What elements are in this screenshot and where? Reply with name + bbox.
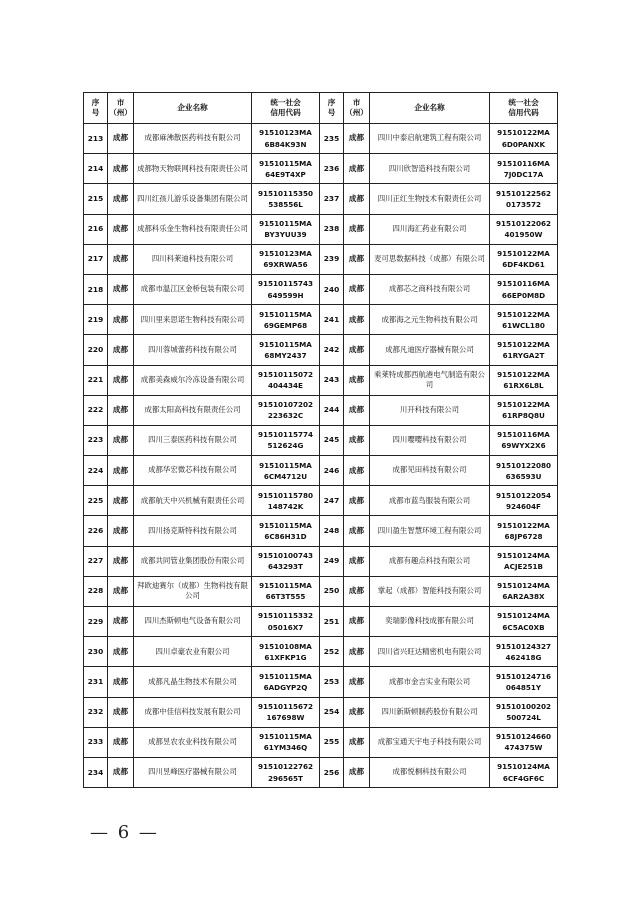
row-number: 218 bbox=[84, 274, 108, 304]
credit-code bbox=[252, 757, 320, 787]
row-city: 成都 bbox=[344, 425, 370, 455]
credit-code-line: 167698W bbox=[266, 713, 305, 723]
credit-code bbox=[490, 697, 558, 727]
row-number: 220 bbox=[84, 335, 108, 365]
table-row bbox=[84, 576, 558, 606]
credit-code-line: 91510124660 bbox=[495, 732, 551, 742]
credit-code-line: 91510123MA bbox=[259, 128, 312, 138]
table-body bbox=[84, 124, 558, 788]
header-seq: 序 号 bbox=[320, 93, 344, 124]
company-name: 四川正红生物技术有限责任公司 bbox=[370, 184, 490, 214]
row-city: 成都 bbox=[344, 667, 370, 697]
credit-code-line: 91510115MA bbox=[259, 158, 312, 168]
company-name: 四川卓豪农业有限公司 bbox=[134, 637, 252, 667]
credit-code-line: 91510100202 bbox=[495, 702, 551, 711]
credit-code bbox=[490, 244, 558, 274]
credit-code-line: 91510122MA bbox=[497, 369, 550, 379]
row-city: 成都 bbox=[344, 516, 370, 546]
credit-code bbox=[252, 274, 320, 304]
row-city: 成都 bbox=[108, 607, 134, 637]
row-city: 成都 bbox=[108, 184, 134, 214]
credit-code-line: 91510122MA bbox=[497, 520, 550, 530]
credit-code-line: 148742K bbox=[267, 501, 304, 511]
header-row bbox=[84, 93, 558, 124]
row-number: 256 bbox=[320, 757, 344, 787]
credit-code bbox=[252, 124, 320, 154]
company-name: 四川杰斯顿电气设备有限公司 bbox=[134, 607, 252, 637]
header-city: 市 （州） bbox=[108, 93, 134, 124]
credit-code bbox=[490, 365, 558, 395]
credit-code-line: 538556L bbox=[268, 199, 303, 209]
company-name: 四川省兴旺达精密机电有限公司 bbox=[370, 637, 490, 667]
row-city: 成都 bbox=[344, 365, 370, 395]
row-city: 成都 bbox=[344, 335, 370, 365]
credit-code bbox=[252, 154, 320, 184]
credit-code-line: 91510122MA bbox=[497, 309, 550, 319]
company-name: 四川海汇药业有限公司 bbox=[370, 214, 490, 244]
credit-code-line: 6C86H31D bbox=[264, 532, 307, 542]
credit-code bbox=[490, 516, 558, 546]
row-city: 成都 bbox=[108, 727, 134, 757]
header-code: 统一社会 信用代码 bbox=[490, 93, 558, 124]
credit-code-line: 401950W bbox=[504, 230, 543, 240]
company-name: 成都太阳高科技有限责任公司 bbox=[134, 395, 252, 425]
row-city: 成都 bbox=[344, 456, 370, 486]
row-city: 成都 bbox=[108, 456, 134, 486]
credit-code bbox=[490, 727, 558, 757]
credit-code-line: 91510115MA bbox=[259, 219, 312, 228]
credit-code-line: 61RX6L8L bbox=[503, 381, 544, 391]
table-row bbox=[84, 546, 558, 576]
credit-code-line: 924604F bbox=[506, 501, 541, 511]
credit-code-line: 68MY2437 bbox=[264, 350, 307, 360]
credit-code-line: ACJE251B bbox=[504, 562, 543, 572]
table-row bbox=[84, 184, 558, 214]
row-number: 237 bbox=[320, 184, 344, 214]
credit-code-line: 91510124716 bbox=[495, 671, 551, 681]
row-city: 成都 bbox=[108, 667, 134, 697]
credit-code bbox=[490, 576, 558, 606]
credit-code bbox=[252, 667, 320, 697]
credit-code-line: 91510122080 bbox=[495, 460, 551, 470]
table-row bbox=[84, 124, 558, 154]
credit-code bbox=[490, 184, 558, 214]
row-number: 240 bbox=[320, 274, 344, 304]
company-name: 四川里来思诺生物科技有限公司 bbox=[134, 305, 252, 335]
row-city: 成都 bbox=[344, 274, 370, 304]
table-row bbox=[84, 214, 558, 244]
row-city: 成都 bbox=[108, 546, 134, 576]
table-row bbox=[84, 486, 558, 516]
credit-code bbox=[252, 244, 320, 274]
row-city: 成都 bbox=[108, 486, 134, 516]
table-row bbox=[84, 274, 558, 304]
company-name: 四川蓉城蕾药科技有限公司 bbox=[134, 335, 252, 365]
row-number: 236 bbox=[320, 154, 344, 184]
row-city: 成都 bbox=[344, 124, 370, 154]
row-number: 241 bbox=[320, 305, 344, 335]
company-name: 四川欣智造科技有限公司 bbox=[370, 154, 490, 184]
table-row bbox=[84, 456, 558, 486]
company-name: 成都科乐金生物科技有限责任公司 bbox=[134, 214, 252, 244]
credit-code bbox=[252, 456, 320, 486]
row-number: 243 bbox=[320, 365, 344, 395]
company-name: 拜欧迪赛尔（成都）生物科技有限公司 bbox=[134, 576, 252, 606]
credit-code-line: 91510115MA bbox=[259, 309, 312, 319]
credit-code-line: 636593U bbox=[505, 471, 542, 481]
row-number: 233 bbox=[84, 727, 108, 757]
credit-code bbox=[490, 154, 558, 184]
credit-code-line: 91510115350 bbox=[257, 188, 313, 198]
credit-code-line: 61RYGA2T bbox=[502, 350, 545, 360]
row-city: 成都 bbox=[108, 425, 134, 455]
credit-code-line: 6B84K93N bbox=[264, 139, 307, 149]
credit-code-line: 61XFKP1G bbox=[264, 652, 307, 662]
table-row bbox=[84, 335, 558, 365]
row-number: 229 bbox=[84, 607, 108, 637]
credit-code-line: 91510115780 bbox=[257, 490, 313, 500]
credit-code bbox=[490, 395, 558, 425]
credit-code-line: 91510124MA bbox=[497, 581, 550, 591]
credit-code-line: 91510100743 bbox=[257, 551, 313, 561]
credit-code-line: 91510122MA bbox=[497, 249, 550, 259]
credit-code bbox=[490, 305, 558, 335]
credit-code-line: 0173572 bbox=[505, 199, 541, 209]
row-number: 231 bbox=[84, 667, 108, 697]
row-number: 252 bbox=[320, 637, 344, 667]
credit-code-line: 91510122MA bbox=[497, 400, 550, 410]
credit-code-line: 91510123MA bbox=[259, 249, 312, 259]
credit-code-line: 91510115MA bbox=[259, 671, 312, 681]
company-name: 奕瑞影像科技成都有限公司 bbox=[370, 607, 490, 637]
row-number: 225 bbox=[84, 486, 108, 516]
credit-code-line: 91510115672 bbox=[257, 702, 313, 711]
company-name: 成都美森威尔冷冻设备有限公司 bbox=[134, 365, 252, 395]
company-name: 成都物天物联网科技有限责任公司 bbox=[134, 154, 252, 184]
row-number: 242 bbox=[320, 335, 344, 365]
company-name: 成都中佳信科技发展有限公司 bbox=[134, 697, 252, 727]
credit-code bbox=[490, 124, 558, 154]
table-row bbox=[84, 757, 558, 787]
credit-code-line: 91510115MA bbox=[259, 732, 312, 742]
credit-code-line: 91510122762 bbox=[257, 762, 313, 772]
company-name: 成都航天中兴机械有限责任公司 bbox=[134, 486, 252, 516]
row-number: 248 bbox=[320, 516, 344, 546]
credit-code-line: 6D0PANXK bbox=[501, 139, 546, 149]
credit-code-line: 6C5AC0XB bbox=[502, 622, 545, 632]
header-company: 企业名称 bbox=[370, 93, 490, 124]
row-number: 234 bbox=[84, 757, 108, 787]
credit-code-line: 7J0DC17A bbox=[503, 169, 544, 179]
credit-code-line: 91510115774 bbox=[257, 430, 313, 440]
company-name: 成都共同管业集团股份有限公司 bbox=[134, 546, 252, 576]
credit-code-line: 91510124327 bbox=[495, 641, 551, 651]
credit-code bbox=[252, 727, 320, 757]
row-city: 成都 bbox=[344, 546, 370, 576]
table-row bbox=[84, 607, 558, 637]
credit-code bbox=[490, 274, 558, 304]
row-city: 成都 bbox=[344, 214, 370, 244]
credit-code-line: 61WCL180 bbox=[502, 320, 545, 330]
credit-code bbox=[490, 456, 558, 486]
row-city: 成都 bbox=[344, 637, 370, 667]
table-row bbox=[84, 727, 558, 757]
table-row bbox=[84, 667, 558, 697]
company-name: 成都见田科技有限公司 bbox=[370, 456, 490, 486]
credit-code-line: 91510122054 bbox=[495, 490, 551, 500]
credit-code-line: 69WYX2X6 bbox=[501, 441, 546, 451]
company-name: 四川新斯顿制药股份有限公司 bbox=[370, 697, 490, 727]
table-row bbox=[84, 244, 558, 274]
credit-code bbox=[252, 576, 320, 606]
credit-code-line: 91510108MA bbox=[259, 641, 312, 651]
row-city: 成都 bbox=[344, 154, 370, 184]
row-city: 成都 bbox=[344, 697, 370, 727]
row-city: 成都 bbox=[108, 124, 134, 154]
row-city: 成都 bbox=[344, 395, 370, 425]
row-number: 221 bbox=[84, 365, 108, 395]
credit-code-line: 91510115MA bbox=[259, 520, 312, 530]
credit-code bbox=[252, 305, 320, 335]
header-code: 统一社会 信用代码 bbox=[252, 93, 320, 124]
credit-code-line: 91510124MA bbox=[497, 762, 550, 772]
company-name: 四川三泰医药科技有限公司 bbox=[134, 425, 252, 455]
credit-code-line: 61YM346Q bbox=[263, 743, 308, 753]
credit-code bbox=[490, 667, 558, 697]
table-row bbox=[84, 154, 558, 184]
table-row bbox=[84, 637, 558, 667]
company-name: 成都华宏微芯科技有限公司 bbox=[134, 456, 252, 486]
credit-code-line: 91510124MA bbox=[497, 551, 550, 561]
company-name: 四川嘤嘤科技有限公司 bbox=[370, 425, 490, 455]
company-name: 成都凡晶生物技术有限公司 bbox=[134, 667, 252, 697]
company-name: 四川盈生智慧环境工程有限公司 bbox=[370, 516, 490, 546]
row-city: 成都 bbox=[108, 274, 134, 304]
credit-code-line: 91510107202 bbox=[257, 400, 313, 410]
row-number: 245 bbox=[320, 425, 344, 455]
row-number: 214 bbox=[84, 154, 108, 184]
credit-code-line: 649599H bbox=[267, 290, 304, 300]
credit-code-line: 05016X7 bbox=[267, 622, 304, 632]
row-city: 成都 bbox=[108, 244, 134, 274]
credit-code bbox=[490, 486, 558, 516]
credit-code-line: 6CF4GF6C bbox=[502, 773, 545, 783]
header-seq: 序 号 bbox=[84, 93, 108, 124]
row-number: 217 bbox=[84, 244, 108, 274]
company-name: 乘莱特成都西航港电气制造有限公司 bbox=[370, 365, 490, 395]
row-number: 255 bbox=[320, 727, 344, 757]
credit-code-line: 64E9T4XP bbox=[265, 169, 306, 179]
credit-code-line: 66T3T555 bbox=[265, 592, 306, 602]
credit-code-line: 512624G bbox=[267, 441, 304, 451]
credit-code bbox=[252, 335, 320, 365]
page-number: — 6 — bbox=[90, 822, 159, 843]
row-number: 249 bbox=[320, 546, 344, 576]
credit-code-line: 61RP8Q8U bbox=[502, 411, 545, 421]
credit-code bbox=[252, 516, 320, 546]
credit-code bbox=[490, 425, 558, 455]
row-number: 251 bbox=[320, 607, 344, 637]
credit-code-line: 6AR2A38X bbox=[502, 592, 545, 602]
credit-code-line: 6DF4KD61 bbox=[502, 260, 545, 270]
row-city: 成都 bbox=[344, 757, 370, 787]
row-number: 247 bbox=[320, 486, 344, 516]
table-row bbox=[84, 425, 558, 455]
row-number: 216 bbox=[84, 214, 108, 244]
credit-code-line: 404434E bbox=[268, 381, 303, 391]
table-row bbox=[84, 516, 558, 546]
credit-code-line: 91510115072 bbox=[257, 369, 313, 379]
row-city: 成都 bbox=[108, 365, 134, 395]
row-number: 244 bbox=[320, 395, 344, 425]
credit-code-line: 91510115332 bbox=[257, 611, 313, 621]
row-city: 成都 bbox=[108, 576, 134, 606]
credit-code-line: 68JP6728 bbox=[504, 532, 543, 542]
credit-code bbox=[490, 607, 558, 637]
row-number: 226 bbox=[84, 516, 108, 546]
company-name: 四川昱峰医疗器械有限公司 bbox=[134, 757, 252, 787]
header-company: 企业名称 bbox=[134, 93, 252, 124]
row-city: 成都 bbox=[108, 214, 134, 244]
credit-code-line: 6CM4712U bbox=[263, 471, 308, 481]
row-city: 成都 bbox=[344, 305, 370, 335]
credit-code-line: 91510124MA bbox=[497, 611, 550, 621]
company-name: 成都市温江区金桥包装有限公司 bbox=[134, 274, 252, 304]
credit-code-line: 91510122MA bbox=[497, 128, 550, 138]
row-number: 250 bbox=[320, 576, 344, 606]
row-number: 213 bbox=[84, 124, 108, 154]
credit-code-line: 66EP0M8D bbox=[501, 290, 546, 300]
credit-code-line: 69XRWA56 bbox=[263, 260, 308, 270]
row-city: 成都 bbox=[344, 184, 370, 214]
company-name: 川开科技有限公司 bbox=[370, 395, 490, 425]
credit-code-line: 91510115743 bbox=[257, 279, 313, 289]
credit-code-line: 91510115MA bbox=[259, 460, 312, 470]
credit-code-line: 064851Y bbox=[505, 682, 542, 692]
credit-code bbox=[252, 184, 320, 214]
company-name: 成都麻沸散医药科技有限公司 bbox=[134, 124, 252, 154]
credit-code-line: 296565T bbox=[268, 773, 303, 783]
credit-code bbox=[252, 365, 320, 395]
row-number: 228 bbox=[84, 576, 108, 606]
row-number: 230 bbox=[84, 637, 108, 667]
company-name: 成都昱农农业科技有限公司 bbox=[134, 727, 252, 757]
row-city: 成都 bbox=[108, 637, 134, 667]
row-city: 成都 bbox=[108, 395, 134, 425]
row-city: 成都 bbox=[108, 757, 134, 787]
credit-code-line: 91510116MA bbox=[497, 279, 550, 289]
credit-code-line: 500724L bbox=[506, 713, 541, 723]
row-number: 222 bbox=[84, 395, 108, 425]
row-city: 成都 bbox=[344, 486, 370, 516]
credit-code-line: 462418G bbox=[505, 652, 542, 662]
row-city: 成都 bbox=[108, 516, 134, 546]
row-number: 238 bbox=[320, 214, 344, 244]
row-number: 215 bbox=[84, 184, 108, 214]
row-city: 成都 bbox=[108, 335, 134, 365]
row-number: 235 bbox=[320, 124, 344, 154]
company-name: 成都市蓝鸟服装有限公司 bbox=[370, 486, 490, 516]
company-name: 成都悦桐科技有限公司 bbox=[370, 757, 490, 787]
row-city: 成都 bbox=[344, 607, 370, 637]
table-row bbox=[84, 365, 558, 395]
header-city: 市 （州） bbox=[344, 93, 370, 124]
company-name: 成都市金吉实业有限公司 bbox=[370, 667, 490, 697]
credit-code bbox=[252, 607, 320, 637]
credit-code-line: 91510122562 bbox=[495, 188, 551, 198]
credit-code-line: 91510122062 bbox=[495, 219, 551, 228]
row-number: 219 bbox=[84, 305, 108, 335]
credit-code-line: 91510122MA bbox=[497, 339, 550, 349]
credit-code-line: 223632C bbox=[267, 411, 304, 421]
row-number: 253 bbox=[320, 667, 344, 697]
company-name: 成都海之元生物科技有限公司 bbox=[370, 305, 490, 335]
table-row bbox=[84, 305, 558, 335]
table-row bbox=[84, 395, 558, 425]
credit-code-line: 69GEMP68 bbox=[263, 320, 308, 330]
credit-code bbox=[252, 425, 320, 455]
row-city: 成都 bbox=[108, 305, 134, 335]
company-name: 四川科莱迪科技有限公司 bbox=[134, 244, 252, 274]
row-number: 239 bbox=[320, 244, 344, 274]
credit-code-line: BY3YUU39 bbox=[264, 230, 307, 240]
row-city: 成都 bbox=[108, 697, 134, 727]
credit-code-line: 643293T bbox=[268, 562, 303, 572]
enterprise-list-table bbox=[83, 92, 558, 788]
row-city: 成都 bbox=[108, 154, 134, 184]
credit-code-line: 6ADGYP2Q bbox=[263, 682, 308, 692]
credit-code-line: 91510116MA bbox=[497, 430, 550, 440]
credit-code bbox=[252, 214, 320, 244]
credit-code bbox=[490, 757, 558, 787]
company-name: 成都宝通天宇电子科技有限公司 bbox=[370, 727, 490, 757]
company-name: 四川中泰启航建筑工程有限公司 bbox=[370, 124, 490, 154]
credit-code-line: 91510115MA bbox=[259, 339, 312, 349]
row-city: 成都 bbox=[344, 727, 370, 757]
credit-code bbox=[252, 697, 320, 727]
credit-code bbox=[490, 214, 558, 244]
row-number: 254 bbox=[320, 697, 344, 727]
company-name: 成都芯之商科技有限公司 bbox=[370, 274, 490, 304]
row-number: 232 bbox=[84, 697, 108, 727]
credit-code bbox=[252, 486, 320, 516]
row-number: 227 bbox=[84, 546, 108, 576]
company-name: 四川红孩儿游乐设备集团有限公司 bbox=[134, 184, 252, 214]
row-number: 246 bbox=[320, 456, 344, 486]
credit-code bbox=[252, 395, 320, 425]
credit-code bbox=[490, 546, 558, 576]
credit-code-line: 474375W bbox=[504, 743, 543, 753]
credit-code-line: 91510115MA bbox=[259, 581, 312, 591]
row-city: 成都 bbox=[344, 576, 370, 606]
credit-code bbox=[490, 335, 558, 365]
credit-code bbox=[252, 637, 320, 667]
credit-code-line: 91510116MA bbox=[497, 158, 550, 168]
company-name: 成都凡迪医疗器械有限公司 bbox=[370, 335, 490, 365]
credit-code bbox=[490, 637, 558, 667]
company-name: 掌起（成都）智能科技有限公司 bbox=[370, 576, 490, 606]
table-row bbox=[84, 697, 558, 727]
row-city: 成都 bbox=[344, 244, 370, 274]
company-name: 四川扬克斯特科技有限公司 bbox=[134, 516, 252, 546]
credit-code bbox=[252, 546, 320, 576]
row-number: 223 bbox=[84, 425, 108, 455]
company-name: 麦可思数据科技（成都）有限公司 bbox=[370, 244, 490, 274]
company-name: 成都有趣点科技有限公司 bbox=[370, 546, 490, 576]
row-number: 224 bbox=[84, 456, 108, 486]
